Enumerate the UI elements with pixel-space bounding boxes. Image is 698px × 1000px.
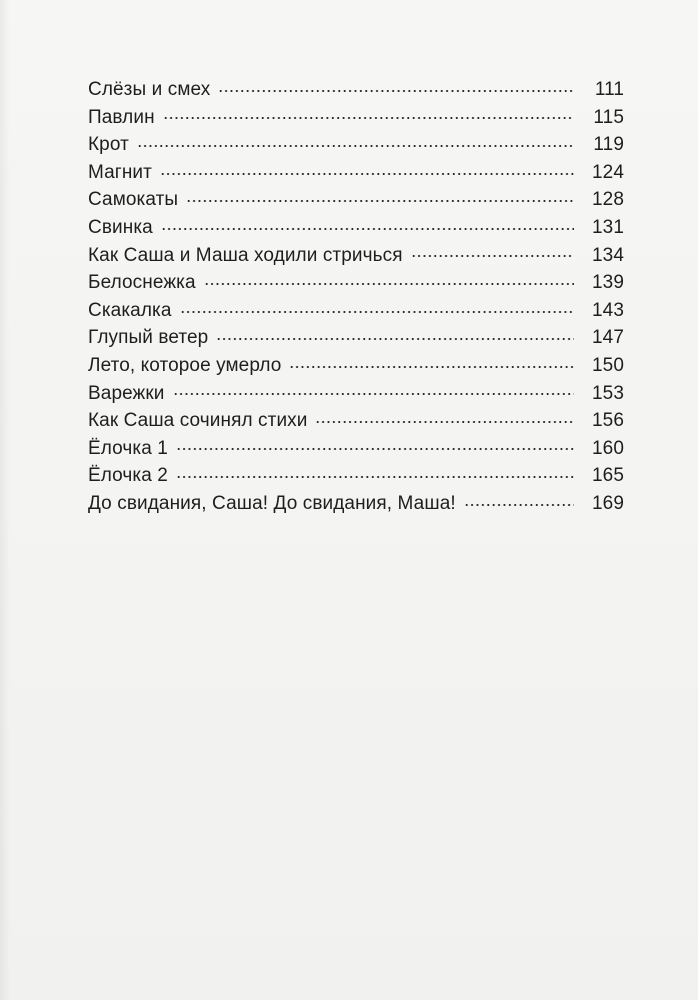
- toc-entry: [88, 242, 624, 270]
- toc-entry-page: 169: [591, 492, 624, 514]
- dot-leader: [464, 492, 574, 511]
- toc-entry-title: Скакалка: [88, 299, 172, 321]
- toc-entry: [88, 297, 624, 325]
- toc-entry: [88, 352, 624, 380]
- dot-leader: [161, 216, 574, 235]
- toc-entry-title: Как Саша и Маша ходили стричься: [88, 244, 403, 266]
- dot-leader: [218, 78, 574, 97]
- dot-leader: [176, 465, 574, 484]
- dot-leader: [173, 382, 575, 401]
- toc-entry: [88, 324, 624, 352]
- table-of-contents: [88, 76, 624, 518]
- toc-entry-title: Павлин: [88, 106, 155, 128]
- dot-leader: [163, 106, 574, 125]
- dot-leader: [411, 244, 574, 263]
- toc-entry: [88, 131, 624, 159]
- toc-entry-page: 124: [591, 161, 624, 183]
- toc-entry-page: 115: [593, 106, 624, 128]
- toc-entry: [88, 407, 624, 435]
- toc-entry-title: Варежки: [88, 382, 165, 404]
- toc-entry: [88, 490, 624, 518]
- toc-entry-page: 160: [591, 437, 624, 459]
- toc-entry-title: До свидания, Саша! До свидания, Маша!: [88, 492, 456, 514]
- toc-entry-page: 156: [591, 410, 624, 432]
- dot-leader: [315, 409, 574, 428]
- toc-entry-page: 128: [591, 189, 624, 211]
- toc-entry: [88, 76, 624, 104]
- toc-entry-page: 165: [591, 465, 624, 487]
- toc-entry-title: Белоснежка: [88, 272, 196, 294]
- dot-leader: [180, 299, 575, 318]
- toc-entry-page: 131: [591, 216, 624, 238]
- toc-entry-title: Свинка: [88, 216, 153, 238]
- toc-entry-title: Магнит: [88, 161, 152, 183]
- toc-entry: [88, 214, 624, 242]
- dot-leader: [186, 189, 574, 208]
- toc-entry: [88, 104, 624, 132]
- dot-leader: [216, 327, 574, 346]
- toc-entry-page: 143: [591, 299, 624, 321]
- toc-entry-title: Ёлочка 2: [88, 465, 168, 487]
- toc-entry: [88, 462, 624, 490]
- toc-entry-title: Ёлочка 1: [88, 437, 168, 459]
- toc-entry-page: 119: [593, 134, 624, 156]
- toc-entry-title: Крот: [88, 134, 129, 156]
- toc-entry-page: 147: [591, 327, 624, 349]
- toc-entry: [88, 269, 624, 297]
- dot-leader: [289, 354, 574, 373]
- toc-entry-title: Лето, которое умерло: [88, 354, 282, 376]
- dot-leader: [137, 133, 574, 152]
- dot-leader: [176, 437, 574, 456]
- toc-entry: [88, 435, 624, 463]
- toc-entry-page: 139: [591, 272, 624, 294]
- dot-leader: [204, 271, 574, 290]
- dot-leader: [160, 161, 574, 180]
- toc-entry: [88, 186, 624, 214]
- toc-entry: [88, 159, 624, 187]
- toc-entry-page: 150: [591, 354, 624, 376]
- toc-entry-page: 111: [594, 79, 624, 100]
- toc-entry-page: 134: [591, 244, 624, 266]
- toc-entry-title: Как Саша сочинял стихи: [88, 410, 308, 432]
- toc-entry-title: Глупый ветер: [88, 327, 209, 349]
- toc-entry-title: Слёзы и смех: [88, 79, 211, 100]
- toc-entry: [88, 380, 624, 408]
- toc-entry-page: 153: [591, 382, 624, 404]
- toc-entry-title: Самокаты: [88, 189, 179, 211]
